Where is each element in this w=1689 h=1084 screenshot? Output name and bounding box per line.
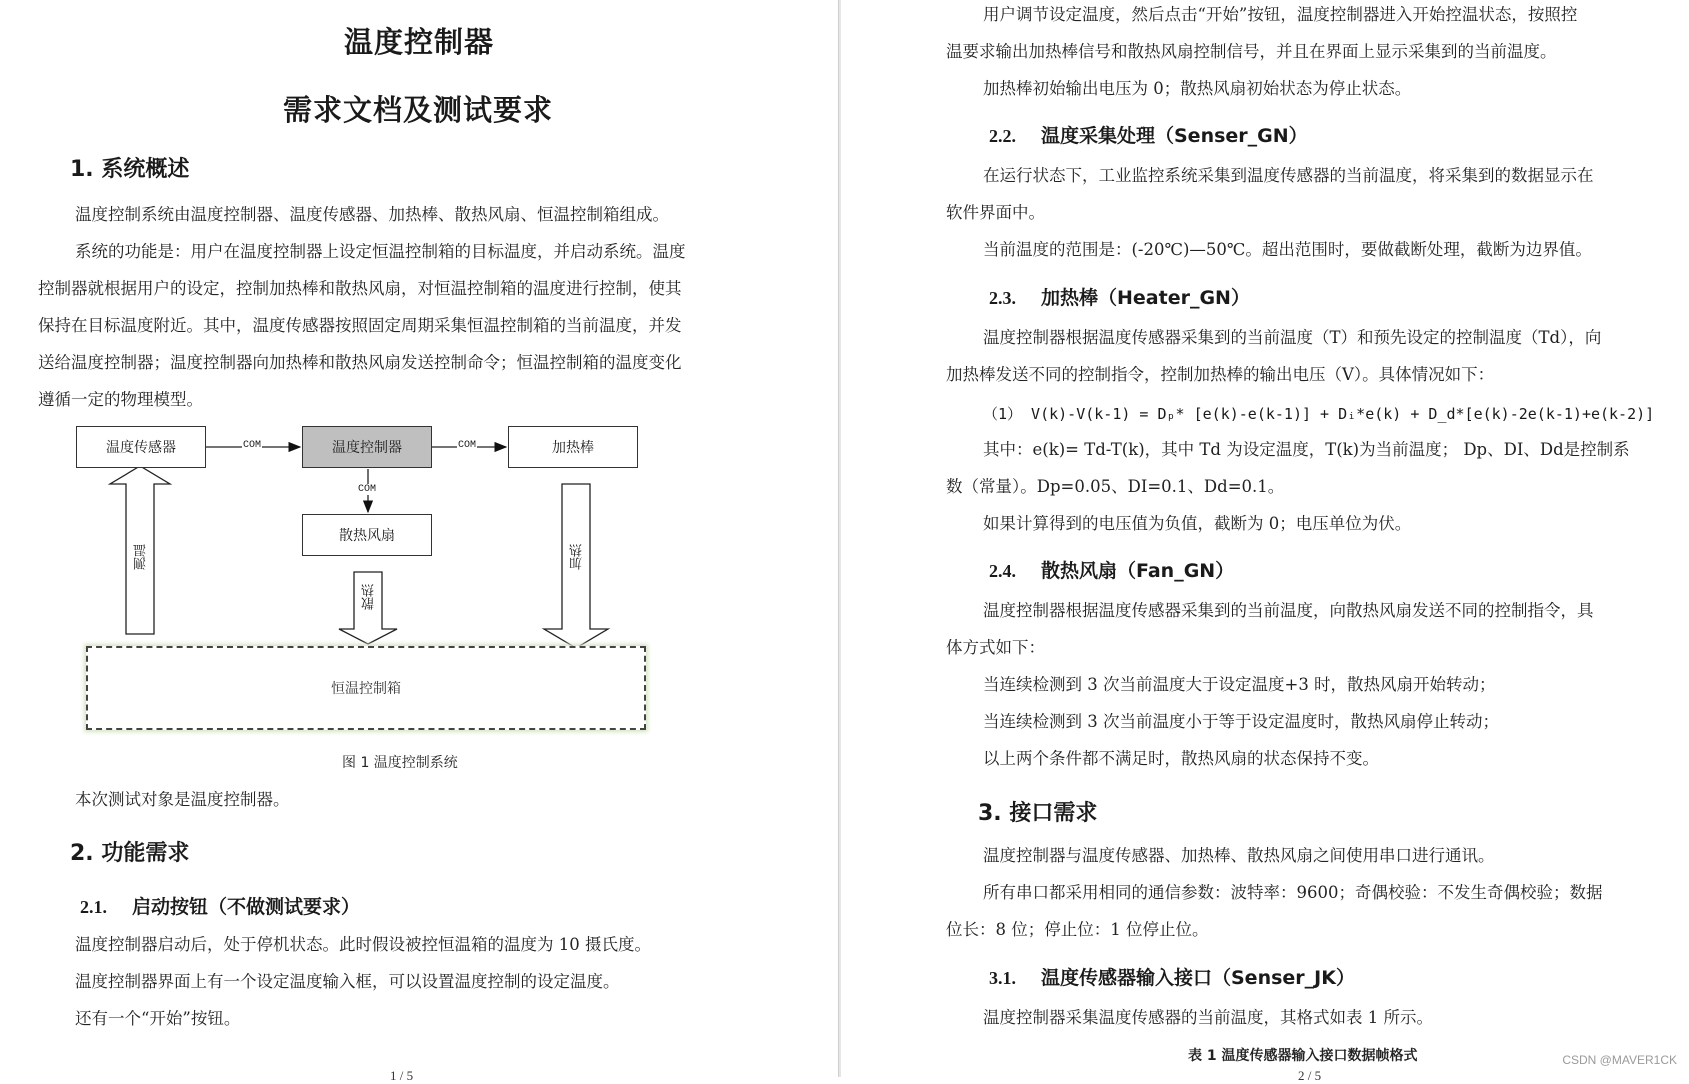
intro-line: 温要求输出加热棒信号和散热风扇控制信号，并且在界面上显示采集到的当前温度。 <box>946 42 1557 61</box>
section-title: 启动按钮（不做测试要求） <box>132 896 361 918</box>
watermark: CSDN @MAVER1CK <box>1562 1053 1677 1067</box>
section-title: 加热棒（Heater_GN） <box>1041 287 1250 309</box>
section-1-heading: 1. 系统概述 <box>70 157 190 182</box>
page-number: 2 / 5 <box>1298 1068 1322 1083</box>
section-1-para-2-line: 保持在目标温度附近。其中，温度传感器按照固定周期采集恒温控制箱的当前温度，并发 <box>38 316 682 335</box>
test-object-text: 本次测试对象是温度控制器。 <box>75 790 290 809</box>
section-2-2-line: 当前温度的范围是：(-20℃)—50℃。超出范围时，要做截断处理，截断为边界值。 <box>983 240 1592 259</box>
diagram-box-sensor: 温度传感器 <box>76 426 206 468</box>
negative-voltage-line: 如果计算得到的电压值为负值，截断为 0；电压单位为伏。 <box>983 514 1412 533</box>
section-title: 温度传感器输入接口（Senser_JK） <box>1041 967 1355 989</box>
section-2-4-heading <box>989 556 1234 583</box>
arrow-label-heat: 加热 <box>570 544 585 570</box>
section-number: 2.2. <box>989 126 1016 146</box>
link-label-com: COM <box>458 440 477 451</box>
section-2-3-line: 加热棒发送不同的控制指令，控制加热棒的输出电压（V）。具体情况如下： <box>946 365 1495 384</box>
link-label-com: COM <box>243 440 262 451</box>
section-2-1-line: 还有一个“开始”按钮。 <box>75 1009 241 1028</box>
arrow-label-cool: 散热 <box>362 584 377 610</box>
intro-line: 加热棒初始输出电压为 0；散热风扇初始状态为停止状态。 <box>983 79 1412 98</box>
section-3-line: 位长：8 位；停止位：1 位停止位。 <box>946 920 1209 939</box>
diagram-box-fan: 散热风扇 <box>302 514 432 556</box>
section-2-4-line: 以上两个条件都不满足时，散热风扇的状态保持不变。 <box>983 749 1379 768</box>
diagram-box-chamber: 恒温控制箱 <box>86 646 646 730</box>
section-2-4-line: 当连续检测到 3 次当前温度小于等于设定温度时，散热风扇停止转动； <box>983 712 1499 731</box>
document-page-1 <box>0 0 838 1083</box>
section-title: 散热风扇（Fan_GN） <box>1041 560 1235 582</box>
section-1-para-1: 温度控制系统由温度控制器、温度传感器、加热棒、散热风扇、恒温控制箱组成。 <box>75 205 669 224</box>
section-2-heading: 2. 功能需求 <box>70 841 190 866</box>
section-2-2-line: 软件界面中。 <box>946 203 1045 222</box>
pid-formula: （1） V(k)-V(k-1) = Dₚ* [e(k)-e(k-1)] + Dᵢ*e(k) + D_d*[e(k)-2e(k-1)+e(k-2)] <box>983 405 1655 423</box>
section-1-para-2-line: 系统的功能是：用户在温度控制器上设定恒温控制箱的目标温度，并启动系统。温度 <box>75 242 686 261</box>
link-label-com: COM <box>358 484 377 495</box>
section-3-1-line: 温度控制器采集温度传感器的当前温度，其格式如表 1 所示。 <box>983 1008 1433 1027</box>
section-2-2-heading <box>989 121 1308 148</box>
section-2-1-heading <box>80 892 360 919</box>
section-number: 2.3. <box>989 288 1016 308</box>
document-page-2 <box>841 0 1689 1083</box>
section-number: 2.4. <box>989 561 1016 581</box>
section-3-line: 温度控制器与温度传感器、加热棒、散热风扇之间使用串口进行通讯。 <box>983 846 1495 865</box>
section-1-para-2-line: 控制器就根据用户的设定，控制加热棒和散热风扇，对恒温控制箱的温度进行控制，使其 <box>38 279 682 298</box>
diagram-box-heater: 加热棒 <box>508 426 638 468</box>
section-1-para-2-line: 遵循一定的物理模型。 <box>38 390 203 409</box>
table-caption: 表 1 温度传感器输入接口数据帧格式 <box>1188 1048 1418 1064</box>
document-subtitle: 需求文档及测试要求 <box>283 93 554 127</box>
section-2-1-line: 温度控制器启动后，处于停机状态。此时假设被控恒温箱的温度为 10 摄氏度。 <box>75 935 651 954</box>
section-2-1-line: 温度控制器界面上有一个设定温度输入框，可以设置温度控制的设定温度。 <box>75 972 620 991</box>
figure-caption: 图 1 温度控制系统 <box>342 755 458 771</box>
section-2-3-heading <box>989 283 1250 310</box>
formula-where-line: 其中：e(k)= Td-T(k)，其中 Td 为设定温度，T(k)为当前温度； Dp、DI、Dd是控制系 <box>983 440 1630 459</box>
section-3-line: 所有串口都采用相同的通信参数：波特率：9600；奇偶校验：不发生奇偶校验；数据 <box>983 883 1603 902</box>
section-title: 温度采集处理（Senser_GN） <box>1041 125 1308 147</box>
formula-constants-line: 数（常量）。Dp=0.05、DI=0.1、Dd=0.1。 <box>946 477 1285 496</box>
intro-line: 用户调节设定温度，然后点击“开始”按钮，温度控制器进入开始控温状态，按照控 <box>983 5 1578 24</box>
page-number: 1 / 5 <box>390 1068 414 1083</box>
diagram-box-controller: 温度控制器 <box>302 426 432 468</box>
section-2-2-line: 在运行状态下，工业监控系统采集到温度传感器的当前温度，将采集到的数据显示在 <box>983 166 1594 185</box>
section-3-heading: 3. 接口需求 <box>978 801 1098 826</box>
section-1-para-2-line: 送给温度控制器；温度控制器向加热棒和散热风扇发送控制命令；恒温控制箱的温度变化 <box>38 353 682 372</box>
section-2-4-line: 体方式如下： <box>946 638 1045 657</box>
section-2-3-line: 温度控制器根据温度传感器采集到的当前温度（T）和预先设定的控制温度（Td），向 <box>983 328 1602 347</box>
document-title: 温度控制器 <box>344 25 495 59</box>
section-2-4-line: 当连续检测到 3 次当前温度大于设定温度+3 时，散热风扇开始转动； <box>983 675 1496 694</box>
section-number: 3.1. <box>989 968 1016 988</box>
section-3-1-heading <box>989 963 1355 990</box>
system-diagram <box>74 424 654 732</box>
arrow-label-measure: 测温 <box>134 544 149 570</box>
section-2-4-line: 温度控制器根据温度传感器采集到的当前温度，向散热风扇发送不同的控制指令，具 <box>983 601 1594 620</box>
section-number: 2.1. <box>80 897 107 917</box>
